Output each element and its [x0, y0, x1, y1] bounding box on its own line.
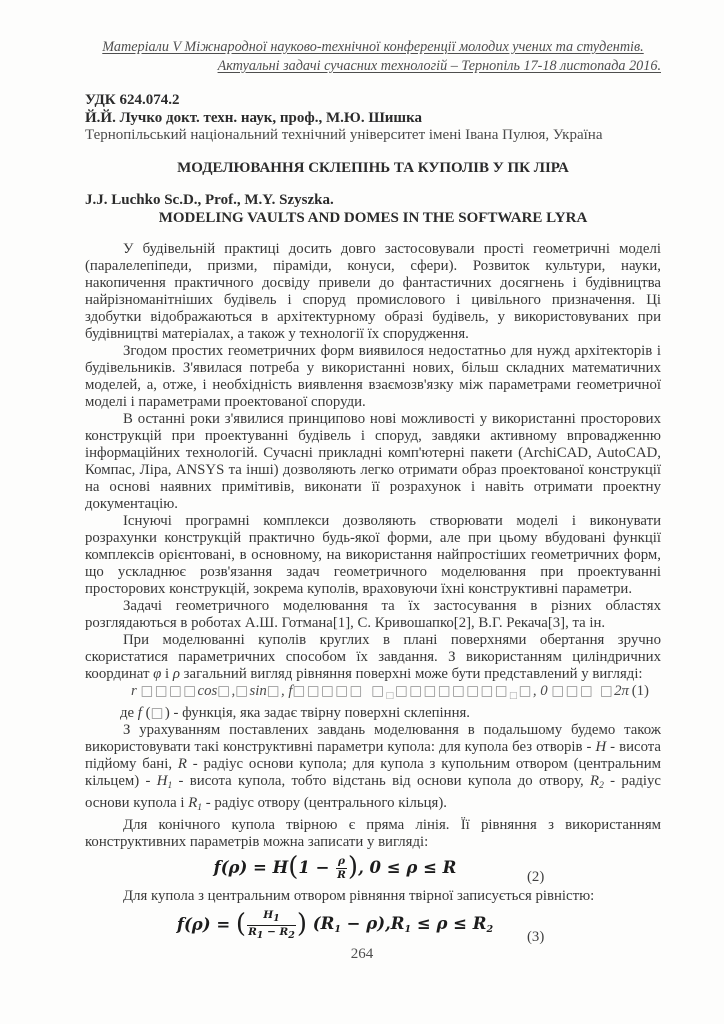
conference-header-line1-text: Матеріали V Міжнародної науково-технічної конференції молодих учених та студентів. — [102, 39, 644, 55]
article-title-en: MODELING VAULTS AND DOMES IN THE SOFTWARE LYRA — [158, 210, 588, 226]
formula-3-row — [85, 905, 661, 948]
fraction-numerator: H1 — [263, 909, 280, 925]
paragraph-7: З урахуванням поставлених завдань моделювання в подальшому будемо також використовувати такі конструктивні параметри купола: для купола без отворів - H - висота підйому бані, R - радіус основи купола; для купола з купольним отвором (центральним кільцем) - $H_1$ - висота купола, тобто відстань від основи купола до отвору, $R_2$ - радіус основи купола і $R_1$ - радіус отвору (центрального кільця). — [85, 722, 661, 813]
open-paren: ( — [288, 852, 299, 883]
fraction-denominator: R — [337, 868, 346, 881]
paragraph-3: В останні роки з'явилися принципово нові можливості у використанні просторових конструкцій при проектуванні будівель і споруд, завдяки активному впровадженню інформаційних технологій. Сучасні прикладні комп'ютерні пакети (ArchiCAD, AutoCAD, Компас, Ліра, ANSYS та інші) дозволяють легко отримати образ проектованої конструкції на основі наявних примітивів, виконати її розрахунок і навіть отримати проектну документацію. — [85, 411, 661, 512]
paragraph-9: Для купола з центральним отвором рівняння твірної записується рівністю: — [123, 888, 595, 905]
paragraph-5: Задачі геометричного моделювання та їх застосування в різних областях розглядаються в роботах А.Ш. Готмана[1], С. Кривошапко[2], В.Г. Рекача[3], та ін. — [85, 598, 661, 631]
formula-2-inner: 1 − — [298, 857, 336, 877]
authors-ua: Й.Й. Лучко докт. техн. наук, проф., М.Ю. Шишка — [85, 109, 423, 126]
paragraph-6: При моделюванні куполів круглих в плані поверхнями обертання зручно скористатися параметричних способом їх завдання. З використанням циліндричних координат φ і ρ загальний вигляд рівняння поверхні може бути представлений у вигляді: — [85, 632, 661, 682]
open-paren: ( — [235, 909, 247, 940]
conference-header-line2-text: Актуальні задачі сучасних технологій – Тернопіль 17-18 листопада 2016. — [217, 58, 661, 74]
equation-1-number: (1) — [631, 683, 649, 699]
article-meta — [85, 92, 661, 145]
article-body — [85, 241, 661, 948]
paragraph-2: Згодом простих геометричних форм виявилося недостатньо для нужд архітекторів і будівельників. З'явилася потреба у використанні нових, більш складних математичних моделей, а, отже, і необхідність виявлення взаємозв'язку між параметрами геометричної моделі і параметрами проектованої споруди. — [85, 343, 661, 410]
equation-1: r □□□□cos□,□sin□, f□□□□□ $□_□□□□□□□□□_□□$, 0 □□□ □2π — [131, 683, 629, 701]
fraction — [336, 855, 347, 881]
udc-code: УДК 624.074.2 — [85, 92, 180, 108]
formula-2-row — [85, 851, 661, 888]
close-paren: ) — [347, 852, 359, 883]
formula-2-number: (2) — [527, 869, 545, 886]
formula-3-number: (3) — [527, 928, 545, 945]
fraction-numerator: ρ — [338, 855, 346, 867]
authors-en: J.J. Luchko Sc.D., Prof., M.Y. Szyszka. — [85, 192, 334, 208]
paragraph-4: Існуючі програмні комплекси дозволяють створювати моделі і виконувати розрахунки конструкцій практично будь-якої форми, але при цьому вбудовані функції комплексів орієнтовані, в основному, на використання найпростіших геометричних форм, що ускладнює розв'язання задач геометричного моделювання при проектуванні просторових конструкцій, зокрема куполів, враховуючи їхні конструктивні параметри. — [85, 513, 661, 597]
paragraph-1: У будівельній практиці досить довго застосовували прості геометричні моделі (паралелепіпеди, призми, піраміди, конуси, сфери). Розвиток культури, науки, накопичення практичного досвіду привели до фантастичних досягнень і будівництва найрізноманітніших будівель і споруд промислового і цивільного призначення. Ці здобутки відображаються в архітектурному образі будівель, у використовуваних при будівництві матеріалах, а також у технології їх спорудження. — [85, 241, 661, 342]
formula-3-condition: $(R_1 - \rho),R_1 \le \rho \le R_2$ — [307, 913, 494, 935]
formula-3 — [177, 909, 493, 941]
fraction — [247, 909, 296, 941]
page-number: 264 — [350, 946, 374, 962]
formula-2-condition: , 0 ≤ ρ ≤ R — [358, 857, 457, 877]
equation-1-note: де f (□) - функція, яка задає твірну поверхні склепіння. — [120, 705, 471, 721]
paragraph-8: Для конічного купола твірною є пряма лінія. Її рівняння з використанням конструктивних параметрів можна записати у вигляді: — [85, 817, 661, 850]
article-title-ua: МОДЕЛЮВАННЯ СКЛЕПІНЬ ТА КУПОЛІВ У ПК ЛІРА — [177, 159, 569, 176]
formula-2-lhs: f(ρ) = H — [213, 857, 289, 877]
close-paren: ) — [296, 909, 308, 940]
fraction-denominator: R1 − R2 — [248, 925, 295, 941]
formula-3-lhs: f(ρ) = — [176, 914, 236, 934]
conference-header-line2 — [85, 57, 661, 76]
conference-header-line1 — [85, 38, 661, 57]
equation-1-row — [85, 683, 661, 705]
page-content — [85, 38, 661, 948]
affiliation: Тернопільський національний технічний університет імені Івана Пулюя, Україна — [85, 127, 603, 143]
formula-2 — [213, 852, 457, 883]
